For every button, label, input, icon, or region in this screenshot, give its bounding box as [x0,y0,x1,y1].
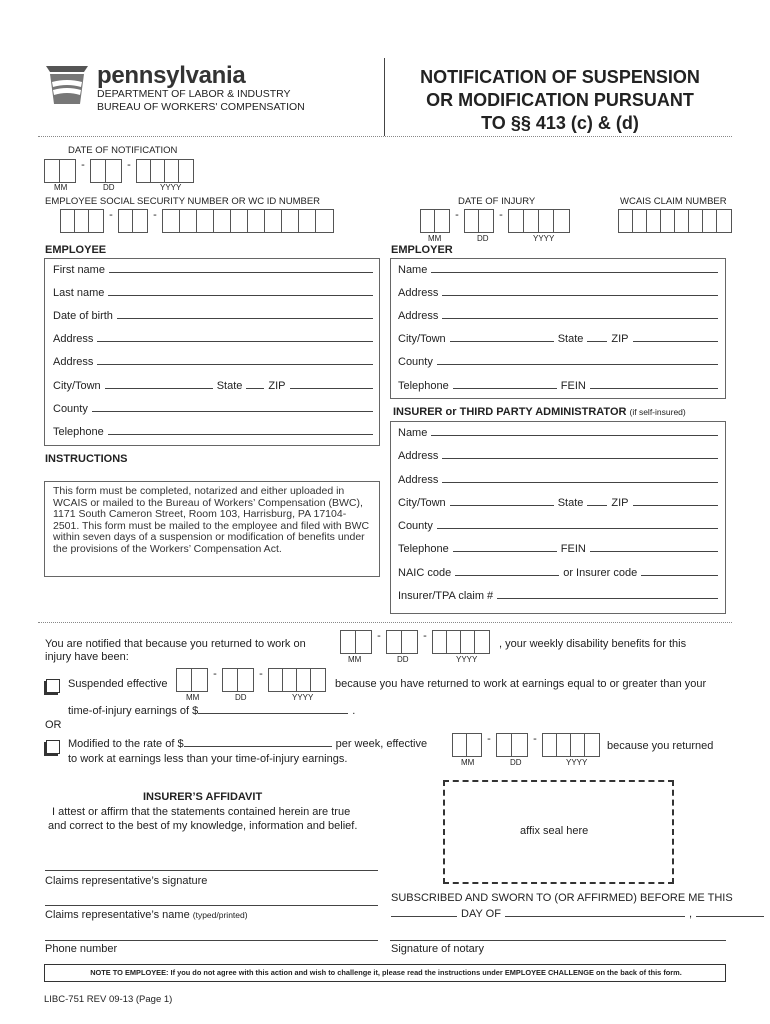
ssn-part-3[interactable] [162,209,334,233]
insurer-heading [393,406,686,418]
dash: - [377,630,381,642]
phone-line[interactable] [45,940,378,941]
dash: - [455,209,459,221]
employee-first-name[interactable] [53,264,373,276]
label: County [398,356,433,368]
affidavit-line-2: and correct to the best of my knowledge, information and belief. [48,820,358,832]
instructions-box [44,481,380,577]
notification-dd[interactable] [90,159,122,183]
header-rule [38,136,732,137]
label: State [557,497,584,509]
sworn-date-field[interactable] [391,908,768,920]
rep-name-label [45,909,248,921]
label: ZIP [611,333,629,345]
mm-label: MM [54,183,68,192]
insurer-telephone-fein[interactable] [398,543,718,555]
label: City/Town [398,333,446,345]
affidavit-line-1: I attest or affirm that the statements contained herein are true [52,806,351,818]
label: Insurer/TPA claim # [398,590,494,602]
seal-label: affix seal here [520,825,589,837]
dash: - [259,668,263,680]
footer-note: NOTE TO EMPLOYEE: If you do not agree with this action and wish to challenge it, please read the instructions under EMPLOYEE CHALLENGE on the back of this form. [90,968,682,977]
label: State [557,333,584,345]
suspended-effective-date[interactable] [176,668,326,690]
subscribed-label: SUBSCRIBED AND SWORN TO (OR AFFIRMED) BEFORE ME THIS [391,892,733,904]
dash: - [127,159,131,171]
employee-heading: EMPLOYEE [45,244,107,256]
label: time-of-injury earnings of $ [68,705,199,717]
insurer-address-1[interactable] [398,450,718,462]
affidavit-heading: INSURER’S AFFIDAVIT [143,791,263,803]
suspended-reason: because you have returned to work at earnings equal to or greater than your [335,678,707,690]
rtw-dd-label: DD [397,655,409,664]
dash: - [423,630,427,642]
label: ZIP [611,497,629,509]
label: Modified to the rate of $ [68,738,184,750]
keystone-logo [44,60,90,106]
injury-mm[interactable] [420,209,450,233]
rep-name-line[interactable] [45,905,378,906]
employee-last-name[interactable] [53,287,373,299]
notification-yyyy[interactable] [136,159,194,183]
label: Name [398,427,428,439]
date-of-injury-label: DATE OF INJURY [458,196,536,207]
label: FEIN [560,380,586,392]
logo-word: pennsylvania [97,62,246,89]
notice-intro-b: , your weekly disability benefits for this [499,638,687,650]
notice-intro-a: You are notified that because you returned to work on [45,638,306,650]
insurer-naic[interactable] [398,567,718,579]
label: NAIC code [398,567,452,579]
dash: - [533,733,537,745]
phone-label: Phone number [45,943,118,955]
label: Date of birth [53,310,113,322]
label: County [398,520,433,532]
employee-dob[interactable] [53,310,373,322]
label: County [53,403,88,415]
because-returned: because you returned [607,740,714,752]
employer-address-2[interactable] [398,310,718,322]
rep-name-text: Claims representative’s name [45,909,190,921]
notary-line[interactable] [390,940,726,941]
employer-name[interactable] [398,264,718,276]
comma: , [688,908,692,920]
keystone-icon [44,60,90,106]
label: Last name [53,287,105,299]
employee-city-state-zip[interactable] [53,380,373,392]
injury-yyyy[interactable] [508,209,570,233]
rtw-mm-label: MM [348,655,362,664]
rtw-yyyy-label: YYYY [456,655,478,664]
signature-line[interactable] [45,870,378,871]
susp-mm-label: MM [186,693,200,702]
dept-line-1: DEPARTMENT OF LABOR & INDUSTRY [97,88,291,100]
susp-dd-label: DD [235,693,247,702]
label: FEIN [560,543,586,555]
wcais-claim-field[interactable] [618,209,732,231]
dash: - [487,733,491,745]
section-divider [38,622,732,623]
mod-yyyy-label: YYYY [566,758,588,767]
label: per week, effective [335,738,428,750]
less-than-label: to work at earnings less than your time-of-injury earnings. [68,753,348,765]
employee-address-2[interactable] [53,356,373,368]
injury-mm-label: MM [428,234,442,243]
insurer-address-2[interactable] [398,474,718,486]
label: Address [53,356,94,368]
title-line-1: NOTIFICATION OF SUSPENSION [420,67,700,87]
employee-county[interactable] [53,403,373,415]
label: City/Town [53,380,101,392]
dash: - [81,159,85,171]
mod-dd-label: DD [510,758,522,767]
rep-name-note: (typed/printed) [192,910,248,920]
or-label: OR [45,719,62,731]
dash: - [499,209,503,221]
insurer-heading-note: (if self-insured) [629,407,686,417]
form-id: LIBC-751 REV 09-13 (Page 1) [44,994,173,1005]
insurer-name[interactable] [398,427,718,439]
label: Address [398,474,439,486]
label: City/Town [398,497,446,509]
label: Address [398,310,439,322]
title-line-2: OR MODIFICATION PURSUANT [426,90,694,110]
label: Telephone [398,380,449,392]
wcais-claim-label: WCAIS CLAIM NUMBER [620,196,727,207]
yyyy-label: YYYY [160,183,182,192]
header-divider [384,58,385,136]
suspended-checkbox[interactable] [46,679,60,693]
label: Telephone [53,426,104,438]
instructions-heading: INSTRUCTIONS [45,453,128,465]
employee-address-1[interactable] [53,333,373,345]
insurer-claim-number[interactable] [398,590,718,602]
form-title [390,66,730,135]
employer-county[interactable] [398,356,718,368]
ssn-part-1[interactable] [60,209,104,233]
injury-dd[interactable] [464,209,494,233]
dash: - [213,668,217,680]
notification-mm[interactable] [44,159,76,183]
modified-rate-field[interactable] [68,738,427,750]
ssn-label: EMPLOYEE SOCIAL SECURITY NUMBER OR WC ID NUMBER [45,196,321,207]
employer-address-1[interactable] [398,287,718,299]
dash: - [153,209,157,221]
label: Address [398,287,439,299]
notice-intro-c: injury have been: [45,651,129,663]
label: First name [53,264,105,276]
label: Address [398,450,439,462]
date-of-injury-field[interactable] [420,209,570,231]
insurer-city-state-zip[interactable] [398,497,718,509]
date-of-notification-label: DATE OF NOTIFICATION [68,145,178,156]
employer-box [390,258,726,399]
dd-label: DD [103,183,115,192]
dash: - [109,209,113,221]
injury-dd-label: DD [477,234,489,243]
label: DAY OF [461,908,501,920]
label: State [216,380,243,392]
ssn-field[interactable] [60,209,334,231]
returned-to-work-date[interactable] [340,630,490,652]
instructions-text: This form must be completed, notarized and either uploaded in WCAIS or mailed to the Bureau of Workers’ Compensation (BWC), 1171 South Cameron Street, Room 103, Harrisburg, PA 17104-2501. This form must be mailed to the employee and filed with BWC within seven days of a suspension or modification of benefits under the provisions of the Workers’ Compensation Act. [53,485,370,555]
modified-effective-date[interactable] [452,733,600,755]
employer-telephone-fein[interactable] [398,380,718,392]
label: Telephone [398,543,449,555]
title-line-3: TO §§ 413 (c) & (d) [481,113,639,133]
signature-label: Claims representative’s signature [45,875,208,887]
label: Name [398,264,428,276]
date-of-notification-field[interactable] [44,159,194,181]
label: Address [53,333,94,345]
injury-yyyy-label: YYYY [533,234,555,243]
employer-heading: EMPLOYER [391,244,453,256]
employer-city-state-zip[interactable] [398,333,718,345]
susp-yyyy-label: YYYY [292,693,314,702]
dept-line-2: BUREAU OF WORKERS' COMPENSATION [97,101,305,113]
label: ZIP [268,380,286,392]
suspended-label: Suspended effective [68,678,168,690]
mod-mm-label: MM [461,758,475,767]
ssn-part-2[interactable] [118,209,148,233]
insurer-heading-text: INSURER or THIRD PARTY ADMINISTRATOR [393,406,627,418]
notary-label: Signature of notary [391,943,484,955]
employee-telephone[interactable] [53,426,373,438]
period: . [352,705,356,717]
insurer-county[interactable] [398,520,718,532]
label: or Insurer code [563,567,638,579]
toi-earnings-field[interactable] [68,705,355,717]
modified-checkbox[interactable] [46,740,60,754]
